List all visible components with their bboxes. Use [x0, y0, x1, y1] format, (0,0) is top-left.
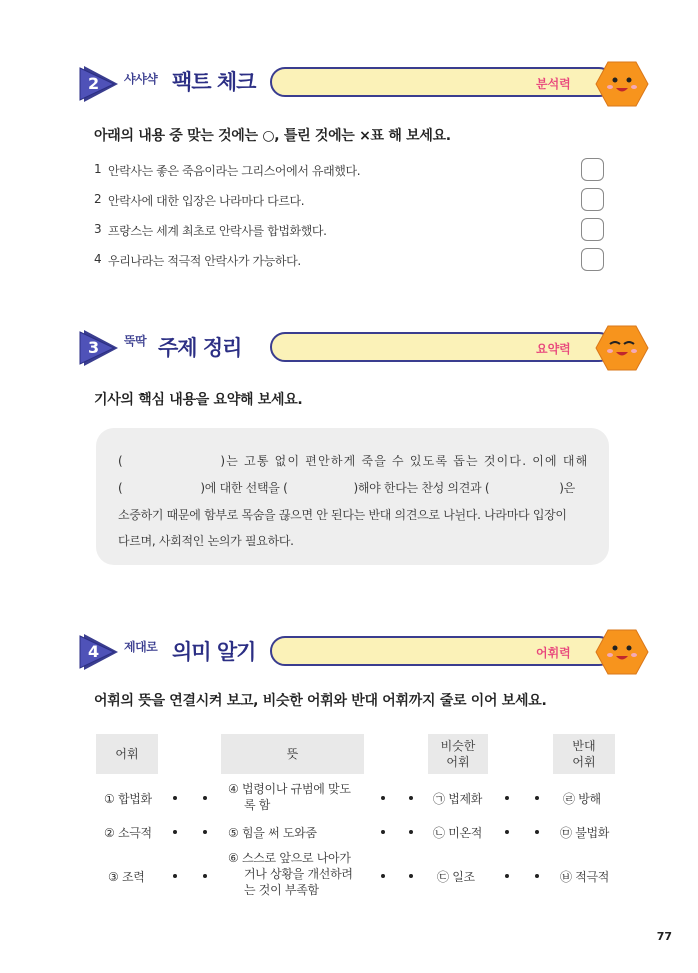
section-title: 팩트 체크	[172, 70, 256, 94]
summary-line: ( )는 고통 없이 편안하게 죽을 수 있도록 돕는 것이다. 이에 대해	[118, 454, 589, 468]
mascot-icon	[594, 624, 650, 680]
meaning-cell: ⑥ 스스로 앞으로 나아가 거나 상황을 개선하려 는 것이 부족함	[228, 851, 353, 897]
connect-dot[interactable]	[173, 874, 177, 878]
connect-dot[interactable]	[203, 874, 207, 878]
connect-dot[interactable]	[381, 796, 385, 800]
connect-dot[interactable]	[505, 830, 509, 834]
connect-dot[interactable]	[409, 874, 413, 878]
section-title: 의미 알기	[172, 640, 256, 664]
similar-cell: ㉠ 법제화	[433, 792, 483, 806]
summary-line: 다르며, 사회적인 논의가 필요하다.	[118, 534, 294, 548]
answer-checkbox[interactable]	[581, 158, 604, 181]
opposite-cell: ㉣ 방해	[563, 792, 601, 806]
connect-dot[interactable]	[173, 796, 177, 800]
mascot-icon	[594, 320, 650, 376]
meaning-cell: ⑤ 힘을 써 도와줌	[228, 826, 317, 840]
connect-dot[interactable]	[409, 830, 413, 834]
connect-dot[interactable]	[381, 874, 385, 878]
section-3-instruction: 기사의 핵심 내용을 요약해 보세요.	[94, 392, 303, 408]
section-small-title: 뚝딱	[124, 334, 147, 348]
connect-dot[interactable]	[203, 796, 207, 800]
similar-cell: ㉢ 일조	[437, 870, 475, 884]
section-3-header	[74, 320, 634, 372]
section-4-header	[74, 624, 634, 676]
fact-item: 1 안락사는 좋은 죽음이라는 그리스어에서 유래했다.	[94, 158, 604, 184]
connect-dot[interactable]	[203, 830, 207, 834]
fact-item: 3 프랑스는 세계 최초로 안락사를 합법화했다.	[94, 218, 604, 244]
section-tag-label: 요약력	[536, 342, 571, 356]
summary-line: ( )에 대한 선택을 ( )해야 한다는 찬성 의견과 ( )은	[118, 481, 575, 495]
summary-line: 소중하기 때문에 함부로 목숨을 끊으면 안 된다는 반대 의견으로 나뉜다. 나라마다 입장이	[118, 508, 567, 522]
connect-dot[interactable]	[535, 830, 539, 834]
section-title: 주제 정리	[158, 336, 242, 360]
connect-dot[interactable]	[173, 830, 177, 834]
fact-item: 4 우리나라는 적극적 안락사가 가능하다.	[94, 248, 604, 274]
page-number: 77	[656, 930, 672, 943]
header-word: 어휘	[96, 734, 158, 774]
connect-dot[interactable]	[505, 796, 509, 800]
section-small-title: 샤샤샥	[124, 72, 158, 86]
word-cell: ① 합법화	[104, 792, 152, 806]
section-small-title: 제대로	[124, 640, 158, 654]
word-cell: ② 소극적	[104, 826, 152, 840]
opposite-cell: ㉤ 불법화	[560, 826, 610, 840]
section-tag-label: 분석력	[536, 77, 571, 91]
connect-dot[interactable]	[505, 874, 509, 878]
section-2-header	[74, 56, 634, 108]
connect-dot[interactable]	[535, 874, 539, 878]
connect-dot[interactable]	[409, 796, 413, 800]
connect-dot[interactable]	[381, 830, 385, 834]
connect-dot[interactable]	[535, 796, 539, 800]
fact-item: 2 안락사에 대한 입장은 나라마다 다르다.	[94, 188, 604, 214]
section-number-badge: 3	[78, 328, 122, 368]
similar-cell: ㉡ 미온적	[433, 826, 483, 840]
header-similar: 비슷한 어휘	[428, 734, 488, 774]
section-4-instruction: 어휘의 뜻을 연결시켜 보고, 비슷한 어휘와 반대 어휘까지 줄로 이어 보세요.	[94, 693, 547, 709]
answer-checkbox[interactable]	[581, 188, 604, 211]
mascot-icon	[594, 56, 650, 112]
section-tag-label: 어휘력	[536, 646, 571, 660]
meaning-cell: ④ 법령이나 규범에 맞도 록 함	[228, 782, 351, 812]
header-opposite: 반대 어휘	[553, 734, 615, 774]
word-cell: ③ 조력	[108, 870, 145, 884]
summary-box	[96, 428, 609, 565]
section-number-badge: 4	[78, 632, 122, 672]
opposite-cell: ㉥ 적극적	[560, 870, 610, 884]
answer-checkbox[interactable]	[581, 248, 604, 271]
section-2-instruction: 아래의 내용 중 맞는 것에는 ○, 틀린 것에는 ×표 해 보세요.	[94, 128, 451, 144]
header-meaning: 뜻	[221, 734, 364, 774]
answer-checkbox[interactable]	[581, 218, 604, 241]
section-number-badge: 2	[78, 64, 122, 104]
